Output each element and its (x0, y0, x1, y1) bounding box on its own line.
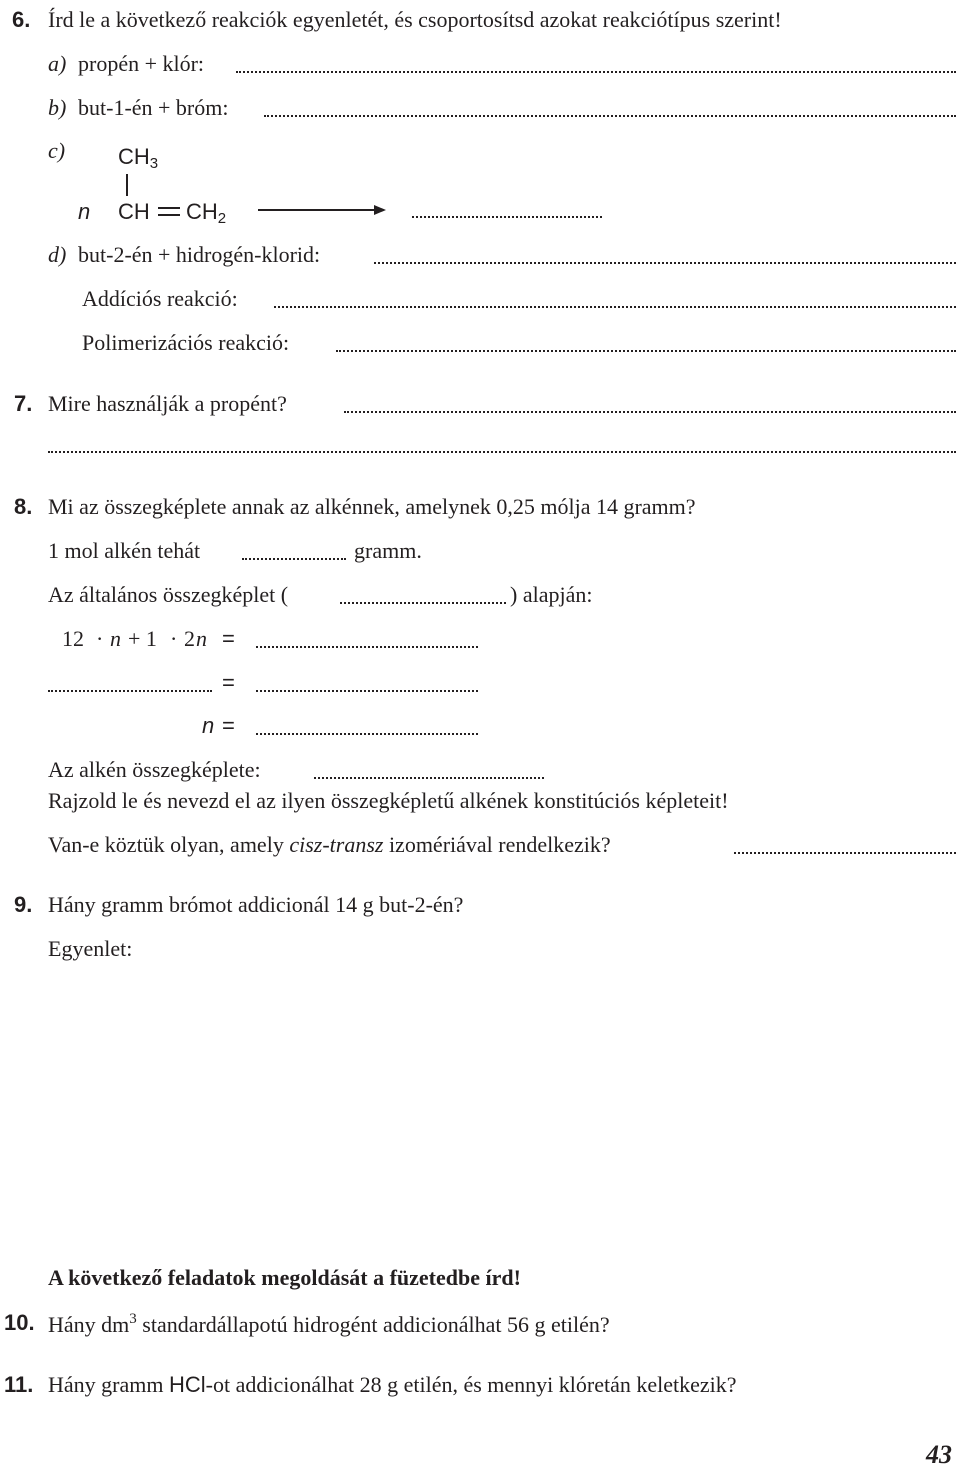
q9-number: 9. (14, 892, 33, 917)
q8-general-formula-line[interactable] (340, 602, 506, 604)
q6b-answer-line[interactable] (264, 115, 956, 117)
q7-text: Mire használják a propént? (48, 391, 287, 416)
eq3-n: n (202, 713, 215, 738)
eq1-dot: · (96, 626, 104, 651)
eq2-right-line[interactable] (256, 690, 478, 692)
eq3-answer-line[interactable] (256, 733, 478, 735)
page-number: 43 (926, 1440, 952, 1469)
eq1-answer-line[interactable] (256, 646, 478, 648)
ch3-group: $CH_3$ (118, 144, 159, 172)
q11-number: 11. (4, 1372, 34, 1397)
q6d-label: d) (48, 242, 67, 267)
q8-cis-trans-question: Van-e köztük olyan, amely cisz-transz izomériával rendelkezik? (48, 832, 611, 857)
q8-line1-b: gramm. (354, 538, 422, 563)
eq1-n: n (110, 626, 121, 651)
ch-group: CH (118, 199, 150, 224)
q7-number: 7. (14, 391, 33, 416)
single-bond (126, 174, 128, 196)
eq1-n2: n (196, 626, 207, 651)
polymer-n: n (78, 199, 91, 224)
q9-equation-label: Egyenlet: (48, 936, 133, 961)
q7-answer-line-1[interactable] (344, 411, 956, 413)
notebook-heading: A következő feladatok megoldását a füzetedbe írd! (48, 1265, 521, 1290)
q8-number: 8. (14, 494, 33, 519)
q10-text: Hány $dm^3$ standardállapotú hidrogént addicionálhat 56 g etilén? (48, 1311, 610, 1337)
q8-formula-answer-line[interactable] (314, 777, 544, 779)
q6c-label: c) (48, 138, 66, 163)
eq1-equals: = (222, 626, 235, 651)
q10-number: 10. (4, 1310, 35, 1335)
double-bond-bottom (158, 214, 180, 216)
q6b-label: b) (48, 95, 67, 120)
q8-cis-trans-answer-line[interactable] (734, 852, 956, 854)
q9-answer-area[interactable] (48, 970, 956, 1250)
q9-text: Hány gramm brómot addicionál 14 g but-2-én? (48, 892, 464, 917)
q8-formula-label: Az alkén összegképlete: (48, 757, 261, 782)
eq1-12: 12 (62, 626, 84, 651)
addition-answer-line[interactable] (274, 306, 956, 308)
double-bond-top (158, 207, 180, 209)
q8-line2-b: ) alapján: (510, 582, 593, 607)
q6a-answer-line[interactable] (236, 71, 956, 73)
eq3-equals: = (222, 713, 235, 738)
q6a-label: a) (48, 51, 67, 76)
q8-line1-a: 1 mol alkén tehát (48, 538, 201, 563)
q8-line2-a: Az általános összegképlet ( (48, 582, 289, 607)
reaction-arrow-icon (258, 203, 388, 217)
q6-text: Írd le a következő reakciók egyenletét, és csoportosítsd azokat reakciótípus szerint! (48, 7, 782, 32)
eq1-dot-2: · (170, 626, 178, 651)
polymerization-answer-line[interactable] (336, 350, 956, 352)
addition-label: Addíciós reakció: (82, 286, 238, 311)
eq2-left-line[interactable] (48, 690, 212, 692)
q8-grams-answer-line[interactable] (242, 558, 346, 560)
q6b-text: but-1-én + bróm: (78, 95, 229, 120)
q6d-answer-line[interactable] (374, 262, 956, 264)
q6-number: 6. (12, 7, 31, 32)
q8-text: Mi az összegképlete annak az alkénnek, amelynek 0,25 mólja 14 gramm? (48, 494, 696, 519)
q6d-text: but-2-én + hidrogén-klorid: (78, 242, 321, 267)
eq1-plus-1: + 1 (128, 626, 157, 651)
q11-text: Hány gramm HCl-ot addicionálhat 28 g etilén, és mennyi klóretán keletkezik? (48, 1372, 737, 1397)
q6c-answer-line[interactable] (412, 216, 602, 218)
q8-draw-instruction: Rajzold le és nevezd el az ilyen összegképletű alkének konstitúciós képleteit! (48, 788, 729, 813)
q7-answer-line-2[interactable] (48, 451, 956, 453)
q6a-text: propén + klór: (78, 51, 205, 76)
polymerization-label: Polimerizációs reakció: (82, 330, 290, 355)
eq2-equals: = (222, 670, 235, 695)
eq1-2: 2 (184, 626, 195, 651)
ch2-group: $CH_2$ (186, 199, 227, 227)
